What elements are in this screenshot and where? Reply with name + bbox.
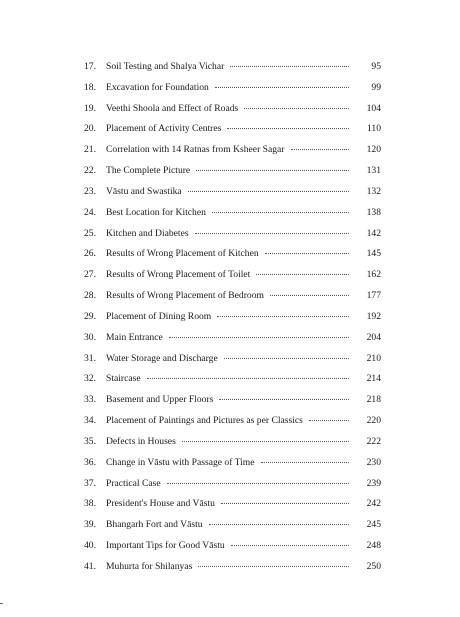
toc-entry-page-number: 220: [366, 415, 381, 427]
toc-entry-page-number: 214: [366, 373, 381, 385]
toc-entry[interactable]: [84, 557, 381, 578]
toc-dot-leader: [230, 66, 349, 67]
toc-entry-number: 27.: [84, 269, 96, 281]
toc-entry[interactable]: [84, 161, 381, 182]
toc-dot-leader: [270, 295, 349, 296]
toc-dot-leader: [215, 87, 349, 88]
toc-entry-number: 37.: [84, 477, 96, 489]
toc-entry-number: 24.: [84, 206, 96, 218]
toc-entry[interactable]: [84, 78, 381, 99]
toc-entry-page-number: 192: [366, 310, 381, 322]
toc-entry[interactable]: [84, 265, 381, 286]
toc-entry-number: 39.: [84, 519, 96, 531]
toc-entry-number: 30.: [84, 331, 96, 343]
toc-entry-title: Important Tips for Good Vāstu: [106, 540, 225, 552]
toc-entry[interactable]: [84, 515, 381, 536]
toc-entry-page-number: 177: [366, 290, 381, 302]
toc-dot-leader: [196, 170, 349, 171]
toc-entry-page-number: 145: [366, 248, 381, 260]
toc-entry[interactable]: [84, 307, 381, 328]
toc-dot-leader: [209, 524, 349, 525]
toc-entry-page-number: 138: [366, 206, 381, 218]
toc-entry[interactable]: [84, 140, 381, 161]
table-of-contents: [84, 57, 381, 578]
toc-dot-leader: [256, 274, 349, 275]
toc-dot-leader: [219, 399, 349, 400]
toc-entry[interactable]: [84, 57, 381, 78]
toc-entry-title: Vāstu and Swastika: [106, 185, 182, 197]
toc-entry-title: Defects in Houses: [106, 435, 176, 447]
toc-dot-leader: [188, 191, 349, 192]
toc-entry-page-number: 250: [366, 560, 381, 572]
toc-entry-page-number: 210: [366, 352, 381, 364]
toc-entry-page-number: 110: [366, 123, 381, 135]
toc-entry-page-number: 120: [366, 144, 381, 156]
toc-dot-leader: [167, 483, 349, 484]
toc-entry[interactable]: [84, 328, 381, 349]
toc-entry-title: Correlation with 14 Ratnas from Ksheer Sagar: [106, 144, 285, 156]
toc-dot-leader: [182, 441, 349, 442]
toc-entry-number: 38.: [84, 498, 96, 510]
toc-entry-title: Staircase: [106, 373, 141, 385]
toc-dot-leader: [231, 545, 349, 546]
toc-entry-number: 22.: [84, 165, 96, 177]
toc-dot-leader: [221, 503, 349, 504]
toc-entry-number: 19.: [84, 102, 96, 114]
toc-entry-page-number: 142: [366, 227, 381, 239]
toc-entry-title: Placement of Paintings and Pictures as per Classics: [106, 415, 303, 427]
toc-dot-leader: [224, 358, 349, 359]
toc-entry-title: Best Location for Kitchen: [106, 206, 206, 218]
toc-entry[interactable]: [84, 119, 381, 140]
toc-entry-number: 23.: [84, 185, 96, 197]
toc-dot-leader: [198, 566, 349, 567]
toc-entry[interactable]: [84, 369, 381, 390]
toc-entry-number: 26.: [84, 248, 96, 260]
toc-entry[interactable]: [84, 474, 381, 495]
toc-dot-leader: [227, 128, 349, 129]
toc-entry[interactable]: [84, 286, 381, 307]
toc-entry-number: 34.: [84, 415, 96, 427]
toc-entry[interactable]: [84, 494, 381, 515]
toc-entry-number: 18.: [84, 81, 96, 93]
toc-entry-title: Results of Wrong Placement of Kitchen: [106, 248, 259, 260]
toc-entry[interactable]: [84, 244, 381, 265]
toc-entry-number: 36.: [84, 456, 96, 468]
toc-entry-title: The Complete Picture: [106, 165, 191, 177]
toc-entry-title: President's House and Vāstu: [106, 498, 215, 510]
toc-entry-number: 32.: [84, 373, 96, 385]
toc-entry-number: 28.: [84, 290, 96, 302]
toc-dot-leader: [261, 462, 349, 463]
toc-entry-page-number: 218: [366, 394, 381, 406]
toc-entry-title: Placement of Activity Centres: [106, 123, 222, 135]
toc-dot-leader: [147, 378, 349, 379]
toc-entry-number: 35.: [84, 435, 96, 447]
toc-entry-number: 33.: [84, 394, 96, 406]
toc-entry[interactable]: [84, 411, 381, 432]
toc-entry-title: Water Storage and Discharge: [106, 352, 218, 364]
toc-entry-number: 17.: [84, 61, 96, 72]
toc-entry-title: Muhurta for Shilanyas: [106, 560, 193, 572]
toc-entry-title: Results of Wrong Placement of Toilet: [106, 269, 251, 281]
toc-entry-page-number: 132: [366, 185, 381, 197]
toc-dot-leader: [169, 337, 349, 338]
toc-entry[interactable]: [84, 390, 381, 411]
toc-entry-title: Change in Vāstu with Passage of Time: [106, 456, 255, 468]
toc-entry-title: Main Entrance: [106, 331, 163, 343]
toc-entry-number: 21.: [84, 144, 96, 156]
toc-dot-leader: [265, 253, 349, 254]
toc-entry-title: Results of Wrong Placement of Bedroom: [106, 290, 264, 302]
toc-entry-number: 20.: [84, 123, 96, 135]
toc-entry-page-number: 131: [366, 165, 381, 177]
toc-entry[interactable]: [84, 349, 381, 370]
toc-dot-leader: [309, 420, 349, 421]
toc-entry-title: Practical Case: [106, 477, 161, 489]
toc-entry[interactable]: [84, 536, 381, 557]
page-edge-mark: [0, 603, 3, 604]
toc-entry-page-number: 95: [371, 61, 381, 72]
toc-dot-leader: [212, 212, 349, 213]
toc-entry-title: Placement of Dining Room: [106, 310, 212, 322]
toc-entry-page-number: 222: [366, 435, 381, 447]
toc-entry-page-number: 245: [366, 519, 381, 531]
toc-entry-page-number: 239: [366, 477, 381, 489]
toc-entry[interactable]: [84, 224, 381, 245]
toc-dot-leader: [244, 108, 349, 109]
toc-entry-page-number: 242: [366, 498, 381, 510]
toc-entry-title: Kitchen and Diabetes: [106, 227, 189, 239]
toc-entry-title: Basement and Upper Floors: [106, 394, 214, 406]
toc-entry-title: Excavation for Foundation: [106, 81, 209, 93]
toc-entry-number: 40.: [84, 540, 96, 552]
toc-entry-page-number: 104: [366, 102, 381, 114]
toc-entry[interactable]: [84, 182, 381, 203]
toc-entry-title: Bhangarh Fort and Vāstu: [106, 519, 203, 531]
toc-entry-page-number: 248: [366, 540, 381, 552]
toc-entry[interactable]: [84, 203, 381, 224]
toc-entry-title: Soil Testing and Shalya Vichar: [106, 61, 225, 72]
toc-entry[interactable]: [84, 432, 381, 453]
toc-dot-leader: [217, 316, 349, 317]
toc-entry-number: 31.: [84, 352, 96, 364]
toc-entry-page-number: 204: [366, 331, 381, 343]
toc-entry-number: 41.: [84, 560, 96, 572]
toc-entry-number: 29.: [84, 310, 96, 322]
toc-entry[interactable]: [84, 453, 381, 474]
toc-entry-number: 25.: [84, 227, 96, 239]
toc-dot-leader: [291, 149, 349, 150]
toc-entry-page-number: 162: [366, 269, 381, 281]
toc-entry-title: Veethi Shoola and Effect of Roads: [106, 102, 239, 114]
toc-dot-leader: [195, 233, 349, 234]
toc-entry-page-number: 99: [371, 81, 381, 93]
toc-entry[interactable]: [84, 99, 381, 120]
toc-entry-page-number: 230: [366, 456, 381, 468]
